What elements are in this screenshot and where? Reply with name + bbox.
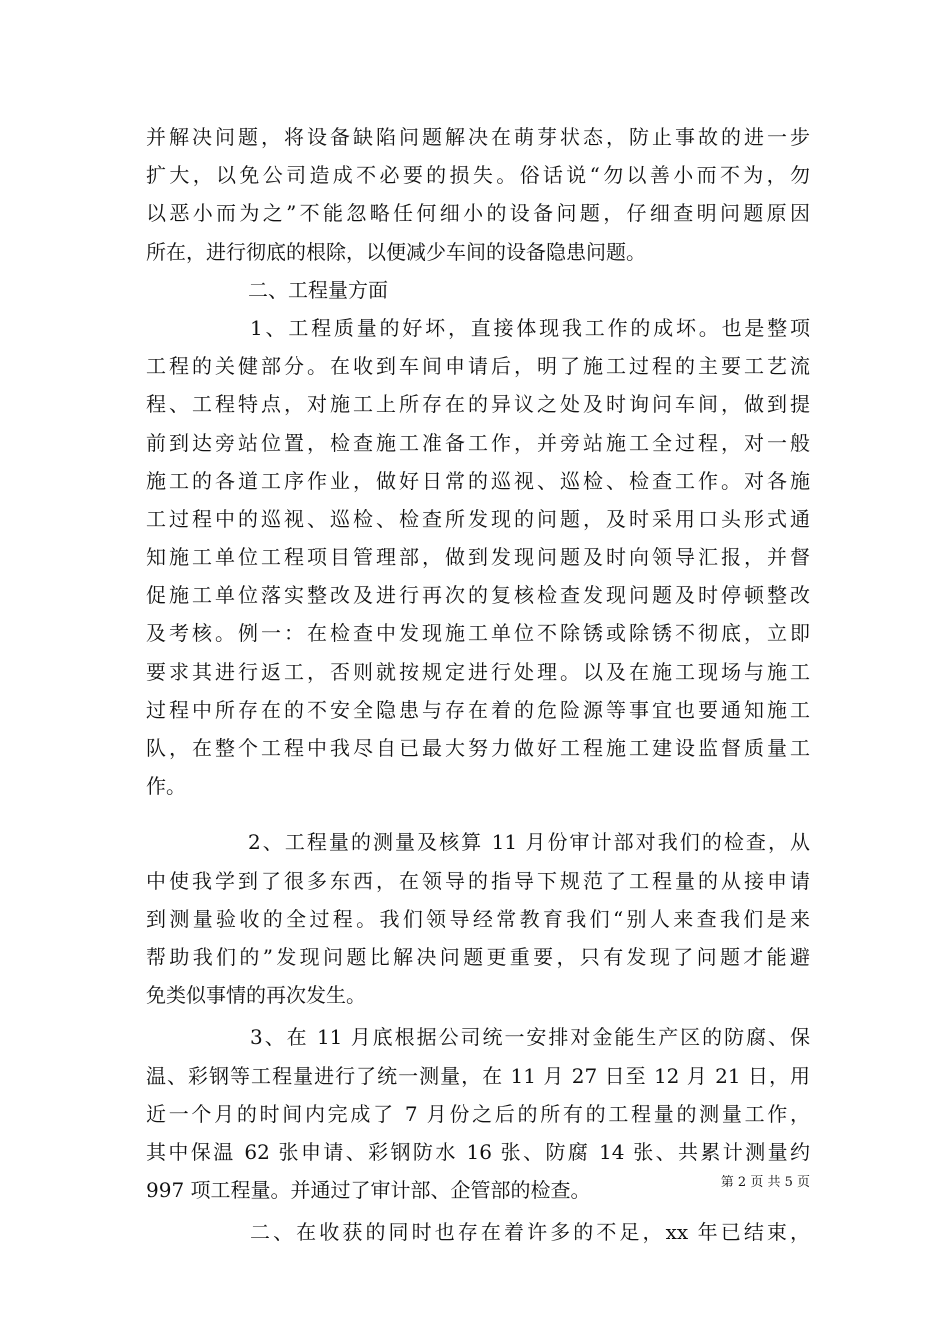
text-line: 以恶小而为之”不能忽略任何细小的设备问题，仔细查明问题原因	[146, 201, 810, 226]
text-line: 并解决问题，将设备缺陷问题解决在萌芽状态，防止事故的进一步	[146, 125, 810, 149]
text-line: 其中保温 62 张申请、彩钢防水 16 张、防腐 14 张、共累计测量约	[146, 1139, 810, 1164]
text-line: 所在，进行彻底的根除，以便减少车间的设备隐患问题。	[146, 239, 646, 264]
text-line: 1、工程质量的好坏，直接体现我工作的成坏。也是整项	[250, 315, 810, 340]
text-line: 扩大，以免公司造成不必要的损失。俗话说“勿以善小而不为，勿	[146, 163, 810, 188]
paragraph-gap	[146, 805, 810, 823]
text-line: 帮助我们的”发现问题比解决问题更重要，只有发现了问题才能避	[146, 944, 810, 969]
text-line: 及考核。例一：在检查中发现施工单位不除锈或除锈不彻底，立即	[146, 621, 810, 646]
text-line: 近一个月的时间内完成了 7 月份之后的所有的工程量的测量工作，	[146, 1101, 810, 1126]
text-line: 作。	[146, 774, 186, 799]
text-line: 程、工程特点，对施工上所存在的异议之处及时询问车间，做到提	[146, 392, 810, 417]
text-line: 2、工程量的测量及核算 11 月份审计部对我们的检查，从	[248, 830, 810, 855]
page-number-footer: 第 2 页 共 5 页	[720, 1175, 810, 1190]
text-line: 知施工单位工程项目管理部，做到发现问题及时向领导汇报，并督	[146, 545, 810, 570]
text-line: 促施工单位落实整改及进行再次的复核检查发现问题及时停顿整改	[146, 583, 810, 608]
text-line: 免类似事情的再次发生。	[146, 983, 366, 1008]
text-line: 中使我学到了很多东西，在领导的指导下规范了工程量的从接申请	[146, 868, 810, 893]
text-line: 工过程中的巡视、巡检、检查所发现的问题，及时采用口头形式通	[146, 506, 810, 531]
text-line: 工程的关健部分。在收到车间申请后，明了施工过程的主要工艺流	[146, 354, 810, 379]
document-body	[146, 118, 810, 1251]
text-line: 到测量验收的全过程。我们领导经常教育我们“别人来查我们是来	[146, 906, 810, 931]
text-line: 要求其进行返工，否则就按规定进行处理。以及在施工现场与施工	[146, 659, 810, 684]
text-line: 997 项工程量。并通过了审计部、企管部的检查。	[146, 1178, 591, 1203]
text-line: 温、彩钢等工程量进行了统一测量，在 11 月 27 日至 12 月 21 日，用	[146, 1063, 810, 1088]
text-line: 3、在 11 月底根据公司统一安排对金能生产区的防腐、保	[250, 1025, 810, 1050]
text-line: 过程中所存在的不安全隐患与存在着的危险源等事宜也要通知施工	[146, 697, 810, 722]
text-line: 二、在收获的同时也存在着许多的不足，xx 年已结束，	[250, 1220, 810, 1245]
section-heading: 二、工程量方面	[248, 277, 388, 302]
text-line: 施工的各道工序作业，做好日常的巡视、巡检、检查工作。对各施	[146, 468, 810, 493]
text-line: 队，在整个工程中我尽自已最大努力做好工程施工建设监督质量工	[146, 736, 810, 760]
text-line: 前到达旁站位置，检查施工准备工作，并旁站施工全过程，对一般	[146, 430, 810, 455]
